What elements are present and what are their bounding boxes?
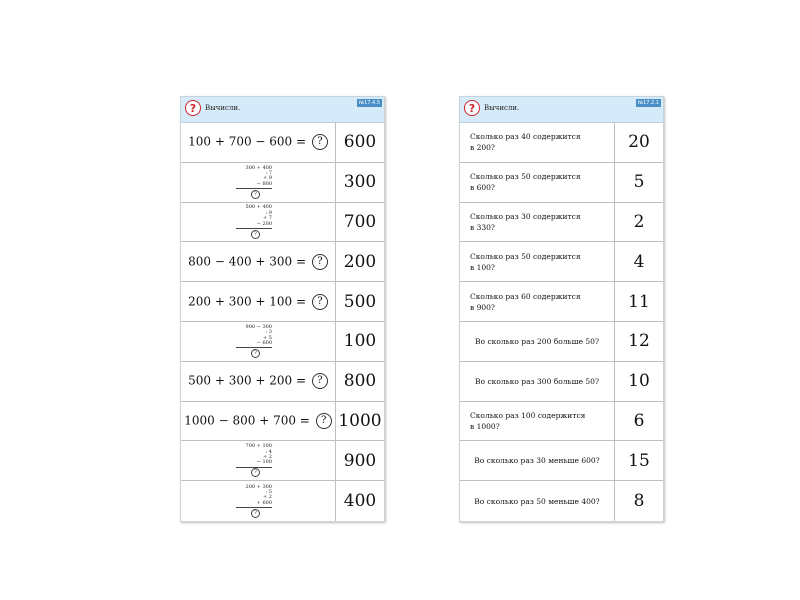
table-row	[181, 362, 384, 402]
question-text	[470, 251, 581, 273]
answer-cell: 15	[628, 450, 650, 471]
expression	[184, 413, 331, 429]
question-line-1: Сколько раз 50 содержится	[470, 251, 581, 261]
question-cell	[460, 163, 615, 202]
answer-cell: 300	[343, 172, 377, 193]
question-cell	[181, 123, 336, 162]
question-cell	[181, 242, 336, 281]
table-row	[181, 123, 384, 163]
question-cell	[460, 123, 615, 162]
question-cell	[460, 242, 615, 281]
answer-cell: 500	[343, 291, 377, 312]
left-card-header	[181, 97, 384, 123]
question-line-2: в 1000?	[470, 421, 500, 431]
expression	[188, 134, 328, 150]
question-text	[470, 291, 581, 313]
answer-cell: 100	[343, 331, 377, 352]
expression	[188, 373, 328, 389]
question-line-2: в 200?	[470, 143, 495, 153]
answer-cell: 600	[343, 132, 377, 153]
question-text	[470, 211, 581, 233]
chain-expression	[236, 205, 280, 238]
question-line-2: в 330?	[470, 222, 495, 232]
right-card-code: №17.2.1	[637, 100, 659, 106]
chain-step: − 800	[256, 180, 272, 187]
unknown-circle: ?	[251, 468, 260, 477]
chain-step: − 200	[256, 220, 272, 227]
chain-step: + 7	[263, 215, 272, 222]
question-cell	[460, 203, 615, 242]
unknown-circle: ?	[251, 190, 260, 199]
unknown-circle: ?	[312, 373, 328, 389]
question-line-1: Сколько раз 30 содержится	[470, 211, 581, 221]
answer-cell: 12	[628, 331, 650, 352]
table-row	[460, 203, 663, 243]
expression	[188, 254, 328, 270]
question-line-1: Сколько раз 50 содержится	[470, 172, 581, 182]
question-cell	[181, 402, 336, 441]
expression-text: 100 + 700 − 600 =	[188, 134, 307, 149]
expression-text: 200 + 300 + 100 =	[188, 294, 307, 309]
table-row	[460, 242, 663, 282]
left-card-code: №17.4.5	[358, 100, 380, 106]
chain-step: 700 + 100	[245, 443, 272, 450]
chain-step: : 3	[265, 329, 272, 336]
question-cell	[181, 441, 336, 480]
chain-expression	[236, 166, 280, 199]
table-row	[460, 123, 663, 163]
chain-step: + 2	[263, 454, 272, 461]
chain-step: + 2	[263, 494, 272, 501]
table-row	[181, 402, 384, 442]
question-line-2: в 100?	[470, 262, 495, 272]
question-cell	[181, 362, 336, 401]
expression-text: 1000 − 800 + 700 =	[184, 413, 310, 428]
table-row	[181, 481, 384, 521]
question-line-1: Сколько раз 60 содержится	[470, 291, 581, 301]
answer-cell: 2	[633, 211, 645, 232]
unknown-circle: ?	[312, 134, 328, 150]
answer-cell: 4	[633, 251, 645, 272]
answer-cell: 6	[633, 410, 645, 431]
chain-step: 900 − 300	[245, 323, 272, 330]
question-text	[470, 171, 581, 193]
table-row	[460, 402, 663, 442]
question-cell	[181, 163, 336, 202]
left-card-rows	[181, 123, 384, 521]
expression-text: 500 + 300 + 200 =	[188, 373, 307, 388]
answer-cell: 1000	[338, 410, 382, 431]
question-cell	[460, 362, 615, 401]
answer-cell: 10	[628, 371, 650, 392]
question-line-1: Во сколько раз 30 меньше 600?	[474, 456, 600, 466]
chain-step: − 600	[256, 340, 272, 347]
chain-underline	[236, 507, 272, 508]
expression	[188, 294, 328, 310]
answer-cell: 8	[633, 491, 645, 512]
question-mark-icon: ?	[185, 100, 201, 116]
table-row	[181, 322, 384, 362]
unknown-circle: ?	[312, 254, 328, 270]
answer-cell: 11	[628, 291, 650, 312]
right-card-header	[460, 97, 663, 123]
left-card-title: Вычисли.	[205, 104, 241, 112]
question-text	[470, 410, 585, 432]
question-cell	[181, 322, 336, 361]
chain-step: + 9	[263, 175, 272, 182]
question-mark-icon: ?	[464, 100, 480, 116]
question-line-2: в 900?	[470, 302, 495, 312]
question-cell	[460, 402, 615, 441]
table-row	[181, 242, 384, 282]
question-line-1: Во сколько раз 200 больше 50?	[475, 336, 599, 346]
question-cell	[181, 282, 336, 321]
answer-cell: 400	[343, 491, 377, 512]
right-card-title: Вычисли.	[484, 104, 520, 112]
chain-expression	[236, 444, 280, 477]
right-card-rows	[460, 123, 663, 521]
chain-step: 500 + 400	[245, 204, 272, 211]
question-text	[470, 131, 581, 153]
question-cell	[181, 481, 336, 521]
table-row	[460, 163, 663, 203]
answer-cell: 5	[633, 172, 645, 193]
chain-step: − 100	[256, 459, 272, 466]
chain-step: 300 + 400	[245, 164, 272, 171]
chain-step: : 4	[265, 448, 272, 455]
answer-cell: 700	[343, 211, 377, 232]
answer-cell: 200	[343, 251, 377, 272]
chain-step: : 5	[265, 488, 272, 495]
right-exercise-card	[459, 96, 664, 522]
question-text	[474, 496, 599, 507]
chain-underline	[236, 228, 272, 229]
question-line-1: Сколько раз 40 содержится	[470, 132, 581, 142]
table-row	[181, 282, 384, 322]
chain-step: + 600	[256, 499, 272, 506]
unknown-circle: ?	[251, 230, 260, 239]
chain-expression	[236, 325, 280, 358]
question-line-1: Во сколько раз 300 больше 50?	[475, 376, 599, 386]
question-cell	[181, 203, 336, 242]
chain-step: : 7	[265, 170, 272, 177]
table-row	[460, 362, 663, 402]
question-line-2: в 600?	[470, 183, 495, 193]
table-row	[460, 322, 663, 362]
expression-text: 800 − 400 + 300 =	[188, 254, 307, 269]
table-row	[181, 441, 384, 481]
left-exercise-card	[180, 96, 385, 522]
question-text	[475, 376, 599, 387]
answer-cell: 900	[343, 450, 377, 471]
chain-expression	[236, 485, 280, 518]
question-cell	[460, 481, 615, 521]
table-row	[460, 282, 663, 322]
question-cell	[460, 282, 615, 321]
table-row	[460, 441, 663, 481]
answer-cell: 800	[343, 371, 377, 392]
chain-step: : 9	[265, 209, 272, 216]
table-row	[181, 203, 384, 243]
question-line-1: Во сколько раз 50 меньше 400?	[474, 496, 600, 506]
chain-step: 200 + 300	[245, 483, 272, 490]
question-cell	[460, 322, 615, 361]
answer-cell: 20	[628, 132, 650, 153]
unknown-circle: ?	[316, 413, 332, 429]
table-row	[460, 481, 663, 521]
unknown-circle: ?	[251, 349, 260, 358]
unknown-circle: ?	[251, 509, 260, 518]
question-text	[474, 455, 599, 466]
unknown-circle: ?	[312, 294, 328, 310]
question-line-1: Сколько раз 100 содержится	[470, 410, 586, 420]
chain-step: + 5	[263, 334, 272, 341]
question-cell	[460, 441, 615, 480]
table-row	[181, 163, 384, 203]
question-text	[475, 336, 599, 347]
